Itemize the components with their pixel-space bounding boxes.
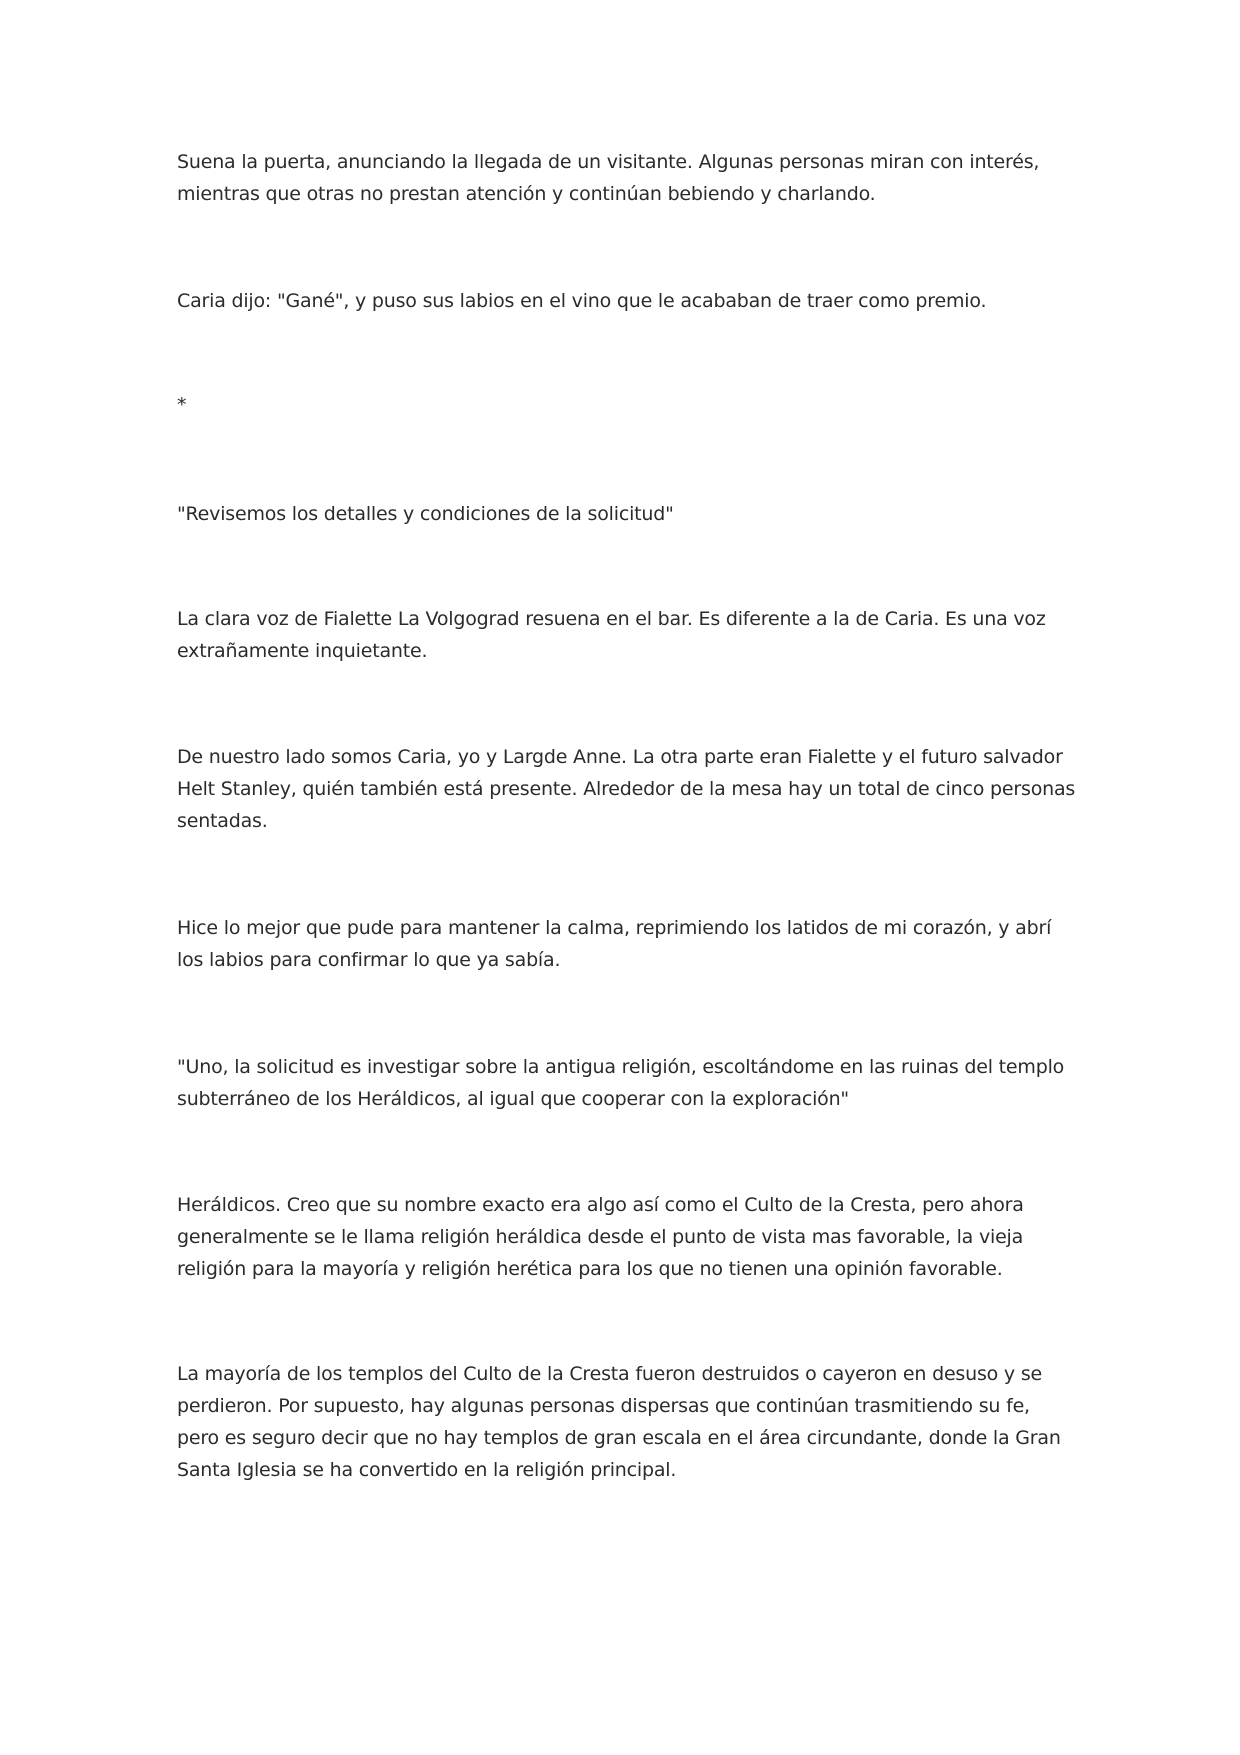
paragraph-6: Hice lo mejor que pude para mantener la calma, reprimiendo los latidos de mi corazón, y abrí los labios para confirmar lo que ya sabía.: [177, 917, 1052, 971]
paragraph-5: De nuestro lado somos Caria, yo y Largde Anne. La otra parte eran Fialette y el futuro salvador Helt Stanley, quién también está presente. Alrededor de la mesa hay un total de cinco personas sentadas.: [177, 746, 1076, 832]
paragraph-8: Heráldicos. Creo que su nombre exacto era algo así como el Culto de la Cresta, pero ahora generalmente se le llama religión heráldica desde el punto de vista mas favorable, la vieja religión para la mayoría y religión herética para los que no tienen una opinión favorable.: [177, 1194, 1024, 1280]
paragraph-4: La clara voz de Fialette La Volgograd resuena en el bar. Es diferente a la de Caria. Es una voz extrañamente inquietante.: [177, 608, 1046, 662]
paragraph-3: "Revisemos los detalles y condiciones de la solicitud": [177, 503, 674, 525]
paragraph-2: Caria dijo: "Gané", y puso sus labios en el vino que le acababan de traer como premio.: [177, 290, 987, 312]
paragraph-9: La mayoría de los templos del Culto de la Cresta fueron destruidos o cayeron en desuso y se perdieron. Por supuesto, hay algunas personas dispersas que continúan trasmitiendo su fe, pero es seguro decir que no hay templos de gran escala en el área circundante, donde la Gran Santa Iglesia se ha convertido en la religión principal.: [177, 1363, 1061, 1481]
scene-break: *: [177, 394, 187, 416]
paragraph-1: Suena la puerta, anunciando la llegada de un visitante. Algunas personas miran con interés, mientras que otras no prestan atención y continúan bebiendo y charlando.: [177, 151, 1040, 205]
paragraph-7: "Uno, la solicitud es investigar sobre la antigua religión, escoltándome en las ruinas del templo subterráneo de los Heráldicos, al igual que cooperar con la exploración": [177, 1056, 1065, 1110]
